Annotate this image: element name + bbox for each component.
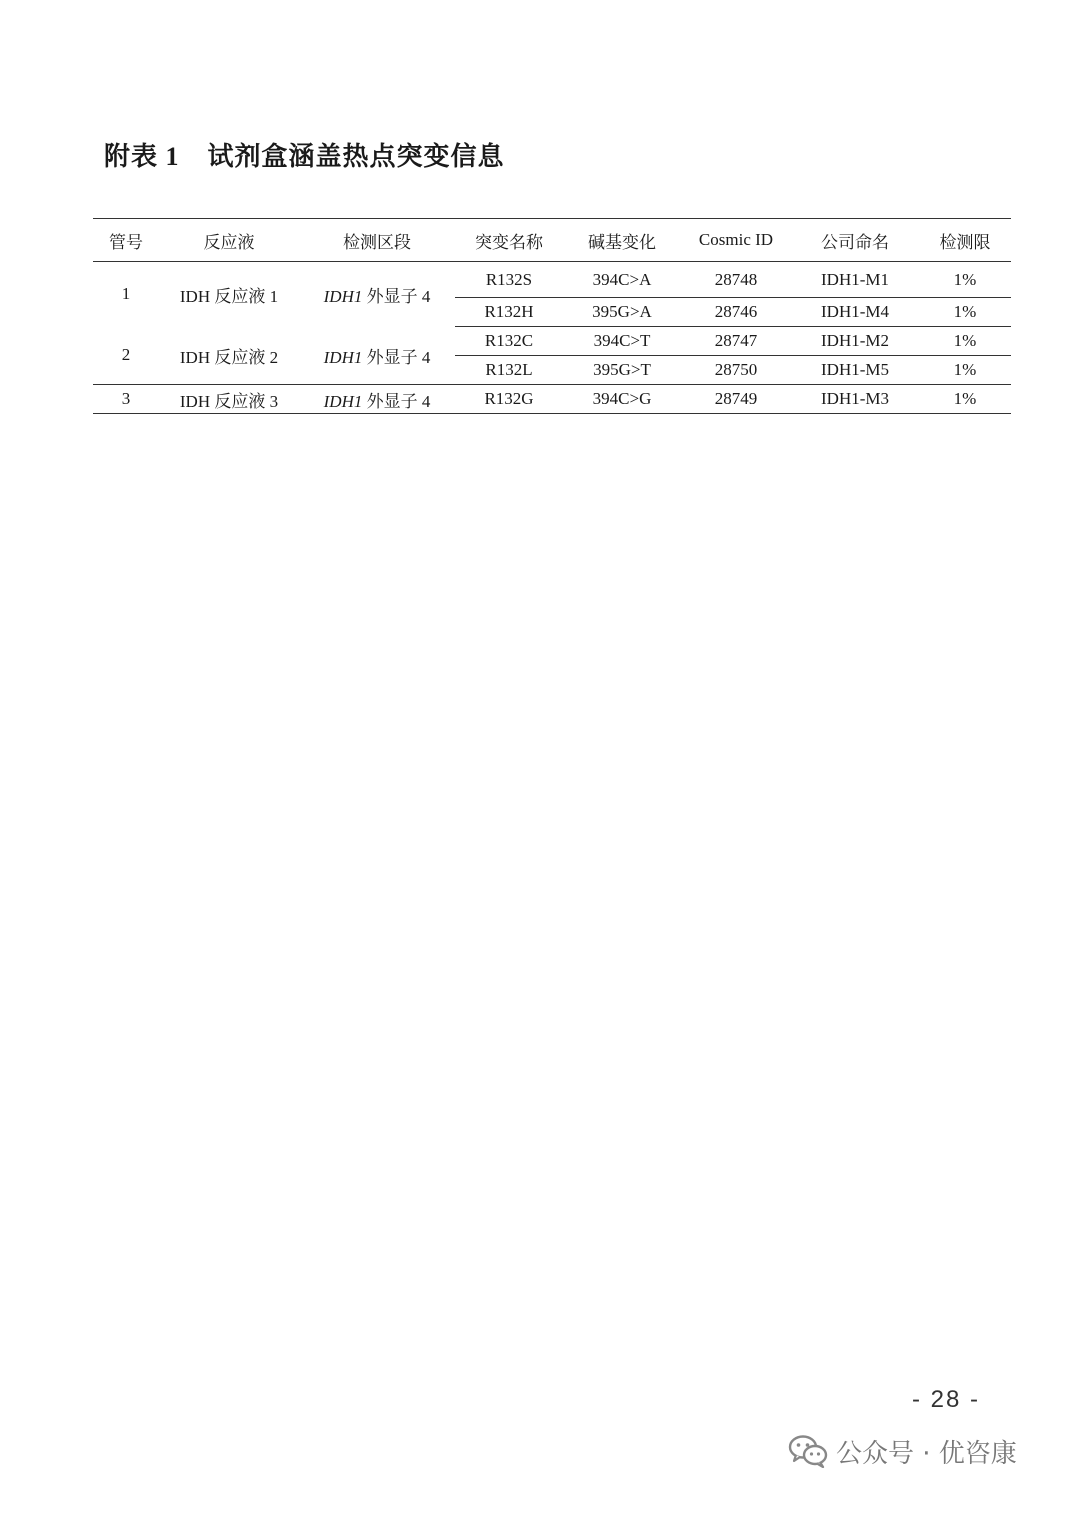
- table-title: [104, 136, 505, 173]
- cell-region-exon: 外显子 4: [362, 286, 431, 306]
- header-region: 检测区段: [343, 232, 411, 252]
- wechat-icon: [788, 1434, 828, 1468]
- cell-region: [299, 262, 455, 327]
- cell-mutation: R132C: [455, 327, 563, 356]
- cell-company-name: IDH1-M3: [791, 385, 919, 414]
- header-reaction: 反应液: [203, 232, 255, 252]
- cell-reaction: IDH 反应液 1: [179, 286, 279, 306]
- cell-base-change: 394C>A: [563, 262, 681, 298]
- cell-company-name: IDH1-M4: [791, 298, 919, 327]
- cell-lod: 1%: [919, 356, 1011, 385]
- cell-lod: 1%: [919, 385, 1011, 414]
- header-cosmic-id: Cosmic ID: [698, 230, 774, 249]
- cell-cosmic-id: 28746: [681, 298, 791, 327]
- table-row: [93, 262, 1011, 298]
- header-mutation: 突变名称: [475, 232, 543, 252]
- table-row: [93, 385, 1011, 414]
- header-base-change: 碱基变化: [588, 232, 656, 252]
- cell-base-change: 395G>T: [563, 356, 681, 385]
- table-title-text: 试剂盒涵盖热点突变信息: [207, 142, 505, 171]
- cell-lod: 1%: [919, 262, 1011, 298]
- cell-tube: 1: [121, 284, 131, 304]
- cell-reaction: IDH 反应液 2: [159, 327, 299, 385]
- cell-tube: 2: [93, 327, 159, 385]
- cell-cosmic-id: 28749: [681, 385, 791, 414]
- cell-region-gene: IDH1: [323, 286, 363, 306]
- cell-mutation: R132H: [455, 298, 563, 327]
- watermark: [788, 1431, 1017, 1471]
- cell-cosmic-id: 28750: [681, 356, 791, 385]
- table-row: [93, 327, 1011, 356]
- cell-tube: 3: [93, 385, 159, 414]
- cell-cosmic-id: 28748: [681, 262, 791, 298]
- cell-lod: 1%: [919, 327, 1011, 356]
- cell-company-name: IDH1-M5: [791, 356, 919, 385]
- header-lod: 检测限: [939, 232, 991, 252]
- cell-region-gene: IDH1: [323, 347, 363, 367]
- cell-company-name: IDH1-M2: [791, 327, 919, 356]
- watermark-text: 公众号 · 优咨康: [836, 1438, 1017, 1469]
- cell-company-name: IDH1-M1: [791, 262, 919, 298]
- cell-region-exon: 外显子 4: [362, 347, 431, 367]
- cell-base-change: 394C>G: [563, 385, 681, 414]
- cell-mutation: R132G: [455, 385, 563, 414]
- cell-base-change: 394C>T: [563, 327, 681, 356]
- cell-reaction: IDH 反应液 3: [159, 385, 299, 414]
- cell-region: [299, 385, 455, 414]
- cell-mutation: R132L: [455, 356, 563, 385]
- cell-region: [299, 327, 455, 385]
- page-number: - 28 -: [912, 1386, 981, 1413]
- table-header-row: [93, 219, 1011, 262]
- header-company-name: 公司命名: [821, 232, 889, 252]
- hotspot-mutation-table: [93, 218, 1011, 414]
- header-tube: 管号: [109, 232, 143, 252]
- cell-base-change: 395G>A: [563, 298, 681, 327]
- cell-mutation: R132S: [455, 262, 563, 298]
- table-title-label: 附表 1: [104, 142, 180, 171]
- cell-lod: 1%: [919, 298, 1011, 327]
- cell-cosmic-id: 28747: [681, 327, 791, 356]
- cell-region-exon: 外显子 4: [362, 391, 431, 411]
- cell-region-gene: IDH1: [323, 391, 363, 411]
